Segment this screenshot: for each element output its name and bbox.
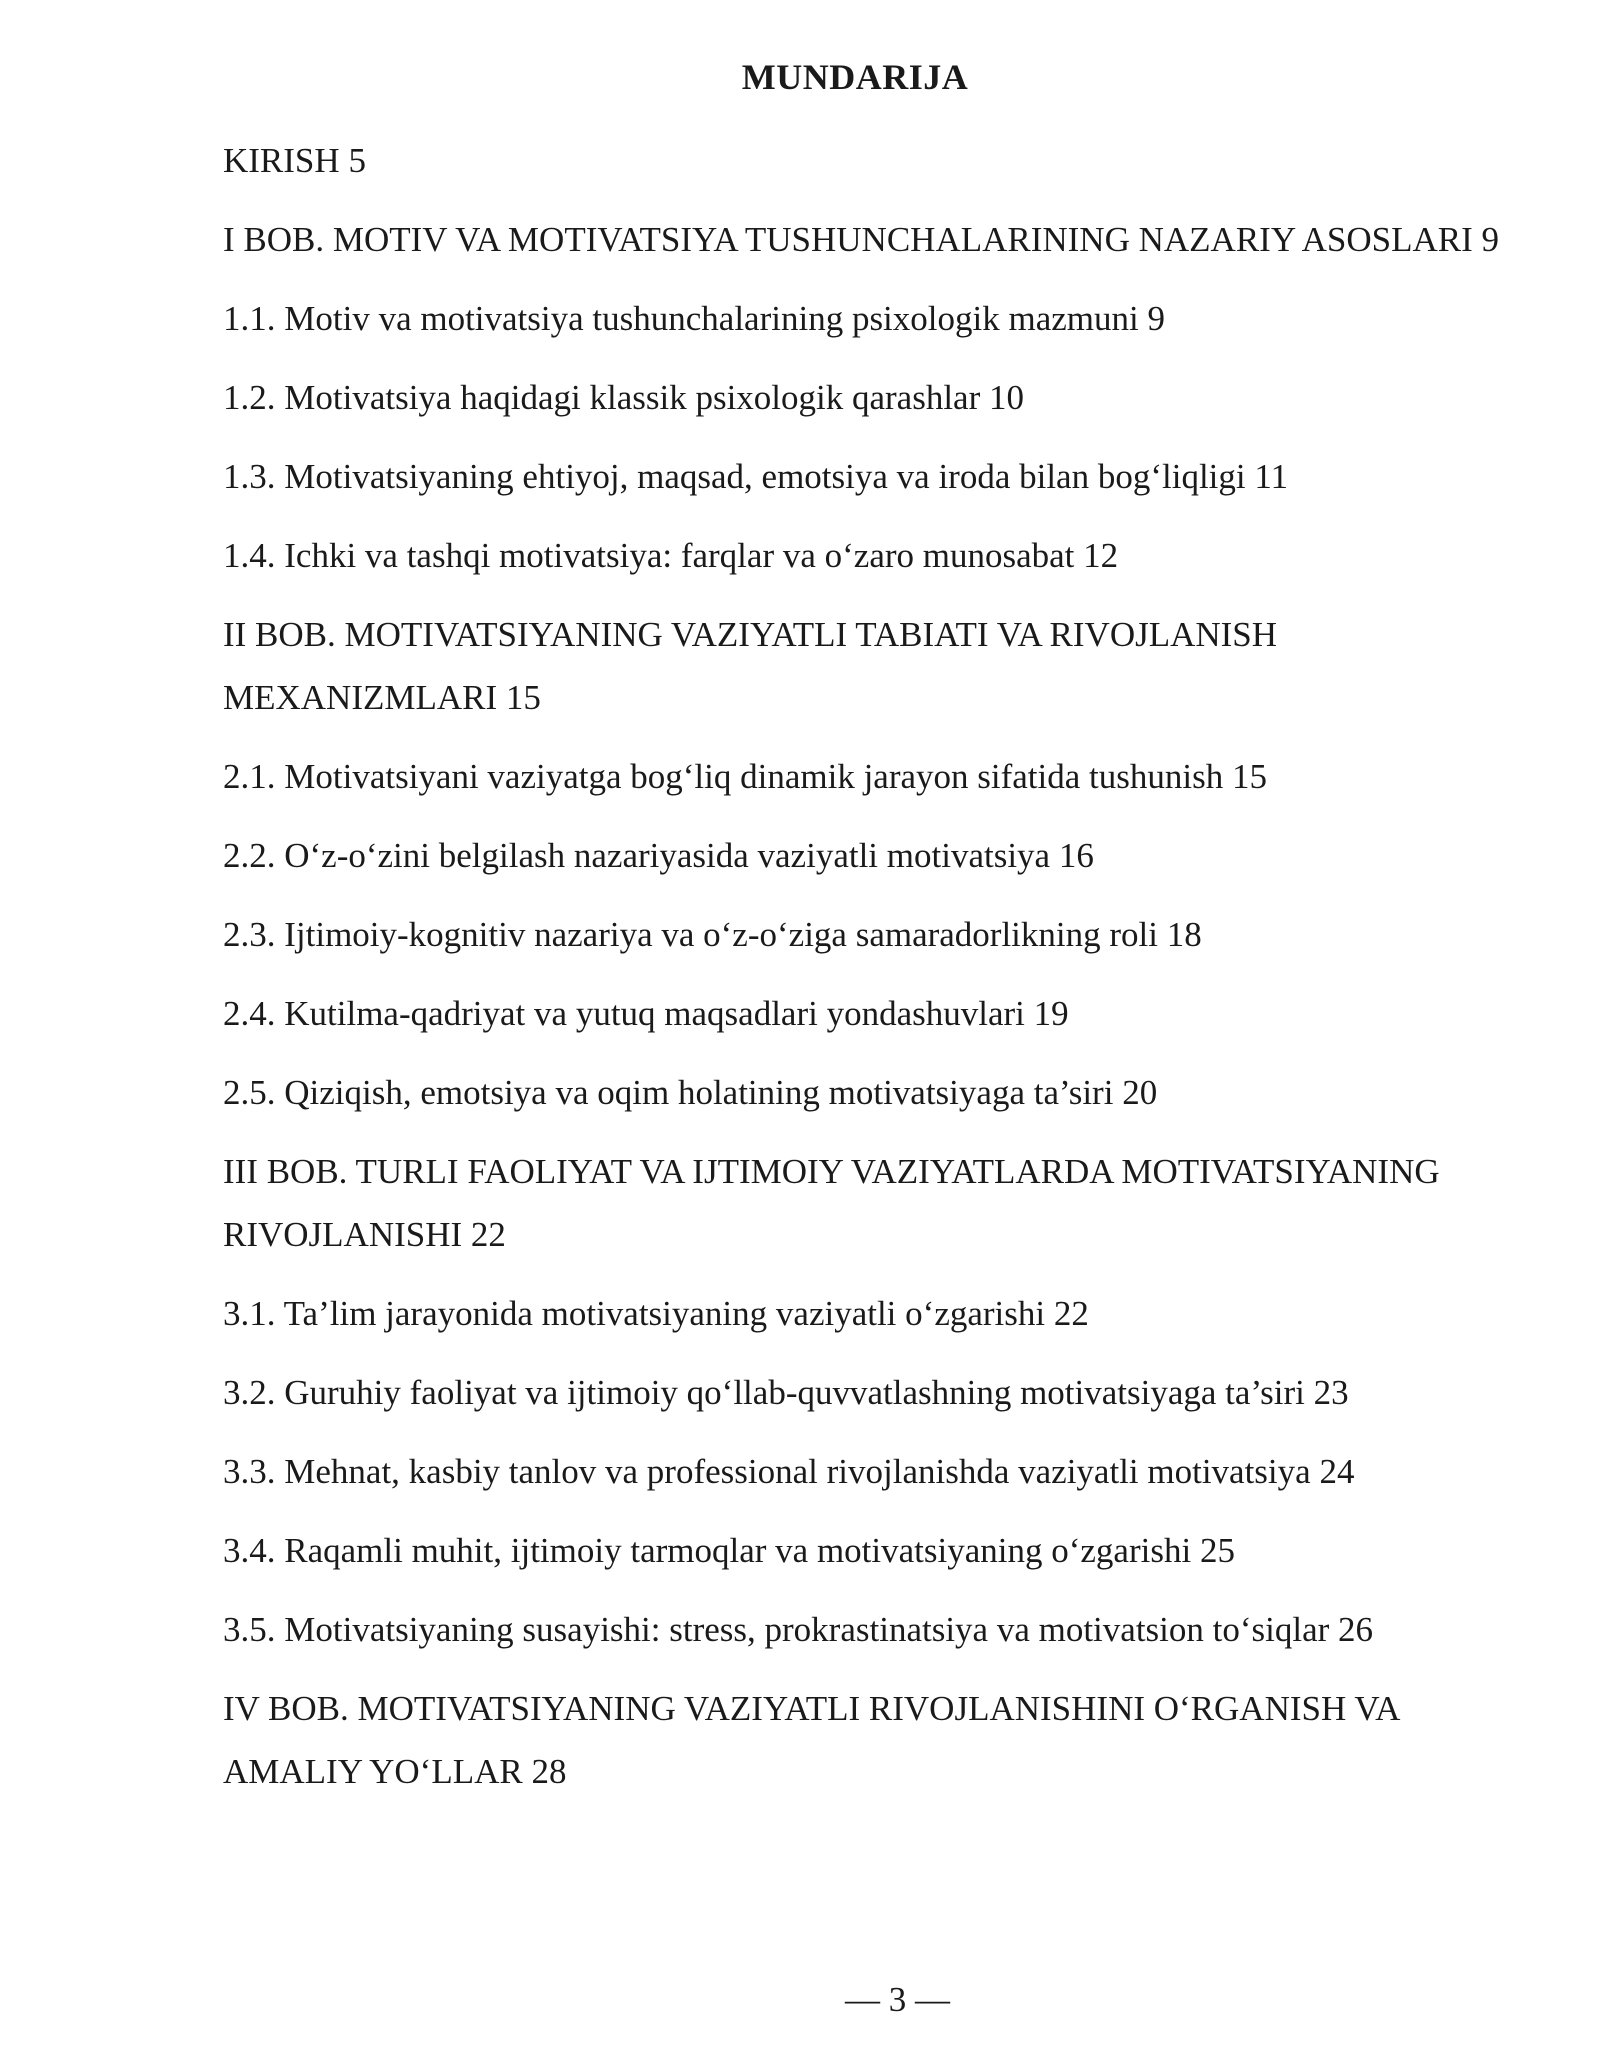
toc-entry [223, 745, 1523, 808]
toc-entry-page-number: 23 [1313, 1373, 1349, 1412]
toc-entry-text: 2.2. O‘z-o‘zini belgilash nazariyasida vaziyatli motivatsiya [223, 836, 1051, 875]
toc-entry [223, 287, 1523, 350]
toc-entry-page-number: 18 [1166, 915, 1202, 954]
toc-entry-page-number: 20 [1122, 1073, 1158, 1112]
toc-entry-text: 3.3. Mehnat, kasbiy tanlov va professional rivojlanishda vaziyatli motivatsiya [223, 1452, 1311, 1491]
toc-entry [223, 982, 1523, 1045]
toc-entry-text: 3.1. Ta’lim jarayonida motivatsiyaning vaziyatli o‘zgarishi [223, 1294, 1046, 1333]
toc-entry-page-number: 24 [1319, 1452, 1355, 1491]
toc-entry [223, 903, 1523, 966]
toc-entry-page-number: 9 [1481, 220, 1499, 259]
toc-chapter-entry [223, 603, 1523, 729]
toc-entry-text: 2.3. Ijtimoiy-kognitiv nazariya va o‘z-o‘ziga samaradorlikning roli [223, 915, 1158, 954]
page-number-footer: — 3 — [845, 1980, 950, 2019]
toc-chapter-entry [223, 208, 1523, 271]
toc-entry-text: 3.5. Motivatsiyaning susayishi: stress, prokrastinatsiya va motivatsion to‘siqlar [223, 1610, 1330, 1649]
toc-entry-text: KIRISH [223, 141, 340, 180]
toc-entry-page-number: 16 [1058, 836, 1094, 875]
toc-entry [223, 1361, 1523, 1424]
toc-entry [223, 445, 1523, 508]
toc-entry-text: 1.4. Ichki va tashqi motivatsiya: farqlar va o‘zaro munosabat [223, 536, 1075, 575]
toc-entry-text: 2.1. Motivatsiyani vaziyatga bog‘liq dinamik jarayon sifatida tushunish [223, 757, 1224, 796]
toc-entry-page-number: 25 [1199, 1531, 1235, 1570]
toc-entry-page-number: 28 [531, 1752, 567, 1791]
toc-entry-page-number: 9 [1147, 299, 1165, 338]
toc-entry [223, 1440, 1523, 1503]
toc-entry [223, 1519, 1523, 1582]
toc-entry-page-number: 5 [348, 141, 366, 180]
toc-entry [223, 366, 1523, 429]
toc-entry-text: 2.5. Qiziqish, emotsiya va oqim holatining motivatsiyaga ta’siri [223, 1073, 1114, 1112]
toc-entry-text: 1.3. Motivatsiyaning ehtiyoj, maqsad, emotsiya va iroda bilan bog‘liqligi [223, 457, 1246, 496]
toc-entry-text: III BOB. TURLI FAOLIYAT VA IJTIMOIY VAZIYATLARDA MOTIVATSIYANING RIVOJLANISHI [223, 1152, 1440, 1254]
toc-entry-page-number: 12 [1083, 536, 1119, 575]
toc-entry-page-number: 19 [1033, 994, 1069, 1033]
toc-entry [223, 1598, 1523, 1661]
toc-entry-page-number: 22 [470, 1215, 506, 1254]
toc-entry-text: 2.4. Kutilma-qadriyat va yutuq maqsadlari yondashuvlari [223, 994, 1025, 1033]
toc-entry-page-number: 11 [1254, 457, 1289, 496]
toc-entry-text: II BOB. MOTIVATSIYANING VAZIYATLI TABIATI VA RIVOJLANISH MEXANIZMLARI [223, 615, 1278, 717]
toc-entry-text: 3.4. Raqamli muhit, ijtimoiy tarmoqlar va motivatsiyaning o‘zgarishi [223, 1531, 1192, 1570]
toc-entry [223, 524, 1523, 587]
toc-entry-page-number: 15 [1231, 757, 1267, 796]
toc-entry [223, 1061, 1523, 1124]
toc-entry-page-number: 22 [1053, 1294, 1089, 1333]
toc-entry-page-number: 15 [505, 678, 541, 717]
toc-entry-text: I BOB. MOTIV VA MOTIVATSIYA TUSHUNCHALARINING NAZARIY ASOSLARI [223, 220, 1473, 259]
toc-entry-text: 1.1. Motiv va motivatsiya tushunchalarining psixologik mazmuni [223, 299, 1139, 338]
toc-entry-text: IV BOB. MOTIVATSIYANING VAZIYATLI RIVOJLANISHINI O‘RGANISH VA AMALIY YO‘LLAR [223, 1689, 1399, 1791]
toc-entry-text: 3.2. Guruhiy faoliyat va ijtimoiy qo‘llab-quvvatlashning motivatsiyaga ta’siri [223, 1373, 1305, 1412]
toc-entry-text: 1.2. Motivatsiya haqidagi klassik psixologik qarashlar [223, 378, 981, 417]
toc-entry [223, 129, 1523, 192]
toc-entry-page-number: 26 [1338, 1610, 1374, 1649]
toc-entry-page-number: 10 [989, 378, 1025, 417]
page-title: MUNDARIJA [741, 57, 969, 97]
table-of-contents [223, 129, 1523, 1819]
toc-chapter-entry [223, 1677, 1523, 1803]
toc-chapter-entry [223, 1140, 1523, 1266]
toc-entry [223, 1282, 1523, 1345]
toc-entry [223, 824, 1523, 887]
